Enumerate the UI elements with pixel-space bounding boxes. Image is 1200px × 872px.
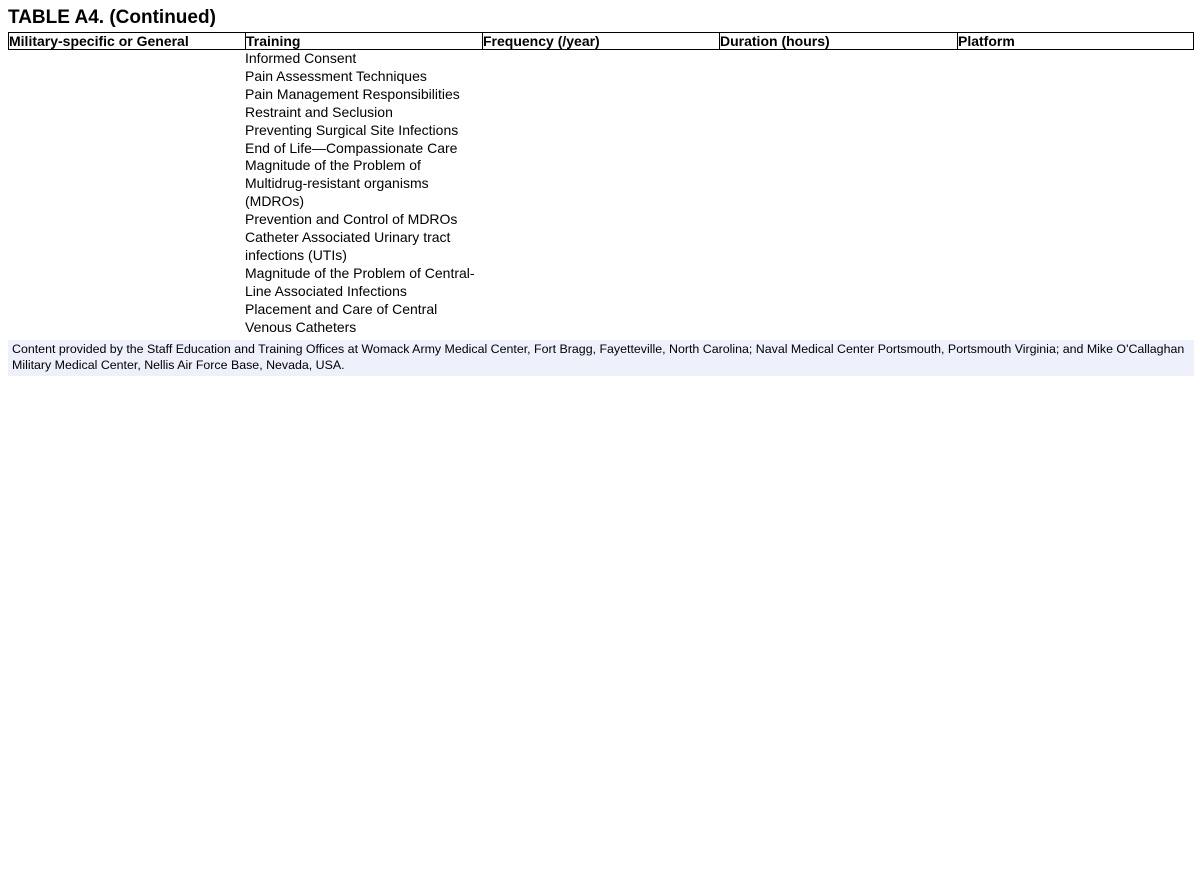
- column-header-platform: Platform: [958, 33, 1015, 49]
- military-specific-cell: [8, 50, 245, 337]
- training-item: Pain Assessment Techniques: [245, 67, 427, 84]
- training-item: End of Life—Compassionate Care: [245, 139, 458, 156]
- training-item: Catheter Associated Urinary tract infections (UTIs): [245, 229, 451, 263]
- training-cell: [245, 50, 482, 337]
- table-title: TABLE A4. (Continued): [8, 7, 216, 28]
- training-item: Magnitude of the Problem of Multidrug-resistant organisms (MDROs): [245, 157, 429, 210]
- training-item: Informed Consent: [245, 50, 357, 66]
- training-item: Placement and Care of Central Venous Catheters: [245, 300, 438, 335]
- column-header-training: Training: [246, 33, 483, 49]
- training-item: Pain Management Responsibilities: [245, 85, 460, 102]
- column-header-duration: Duration (hours): [720, 33, 958, 49]
- column-header-frequency: Frequency (/year): [483, 33, 720, 49]
- document-page: [8, 6, 1194, 376]
- training-table: [8, 32, 1194, 337]
- table-body-row: [8, 50, 1194, 337]
- training-item: Preventing Surgical Site Infections: [245, 121, 459, 138]
- training-item: Magnitude of the Problem of Central-Line Associated Infections: [245, 264, 475, 299]
- column-header-military-specific: Military-specific or General: [9, 33, 246, 49]
- platform-cell: [957, 50, 1194, 337]
- duration-cell: [719, 50, 957, 337]
- training-item: Restraint and Seclusion: [245, 103, 393, 120]
- table-footnote: Content provided by the Staff Education and Training Offices at Womack Army Medical Center, Fort Bragg, Fayetteville, North Carolina; Naval Medical Center Portsmouth, Portsmouth Virginia; and Mike O'Callaghan Military Medical Center, Nellis Air Force Base, Nevada, USA.: [8, 340, 1194, 376]
- frequency-cell: [482, 50, 719, 337]
- training-item: Prevention and Control of MDROs: [245, 211, 458, 228]
- training-list: [245, 50, 482, 337]
- table-header-row: [8, 32, 1194, 50]
